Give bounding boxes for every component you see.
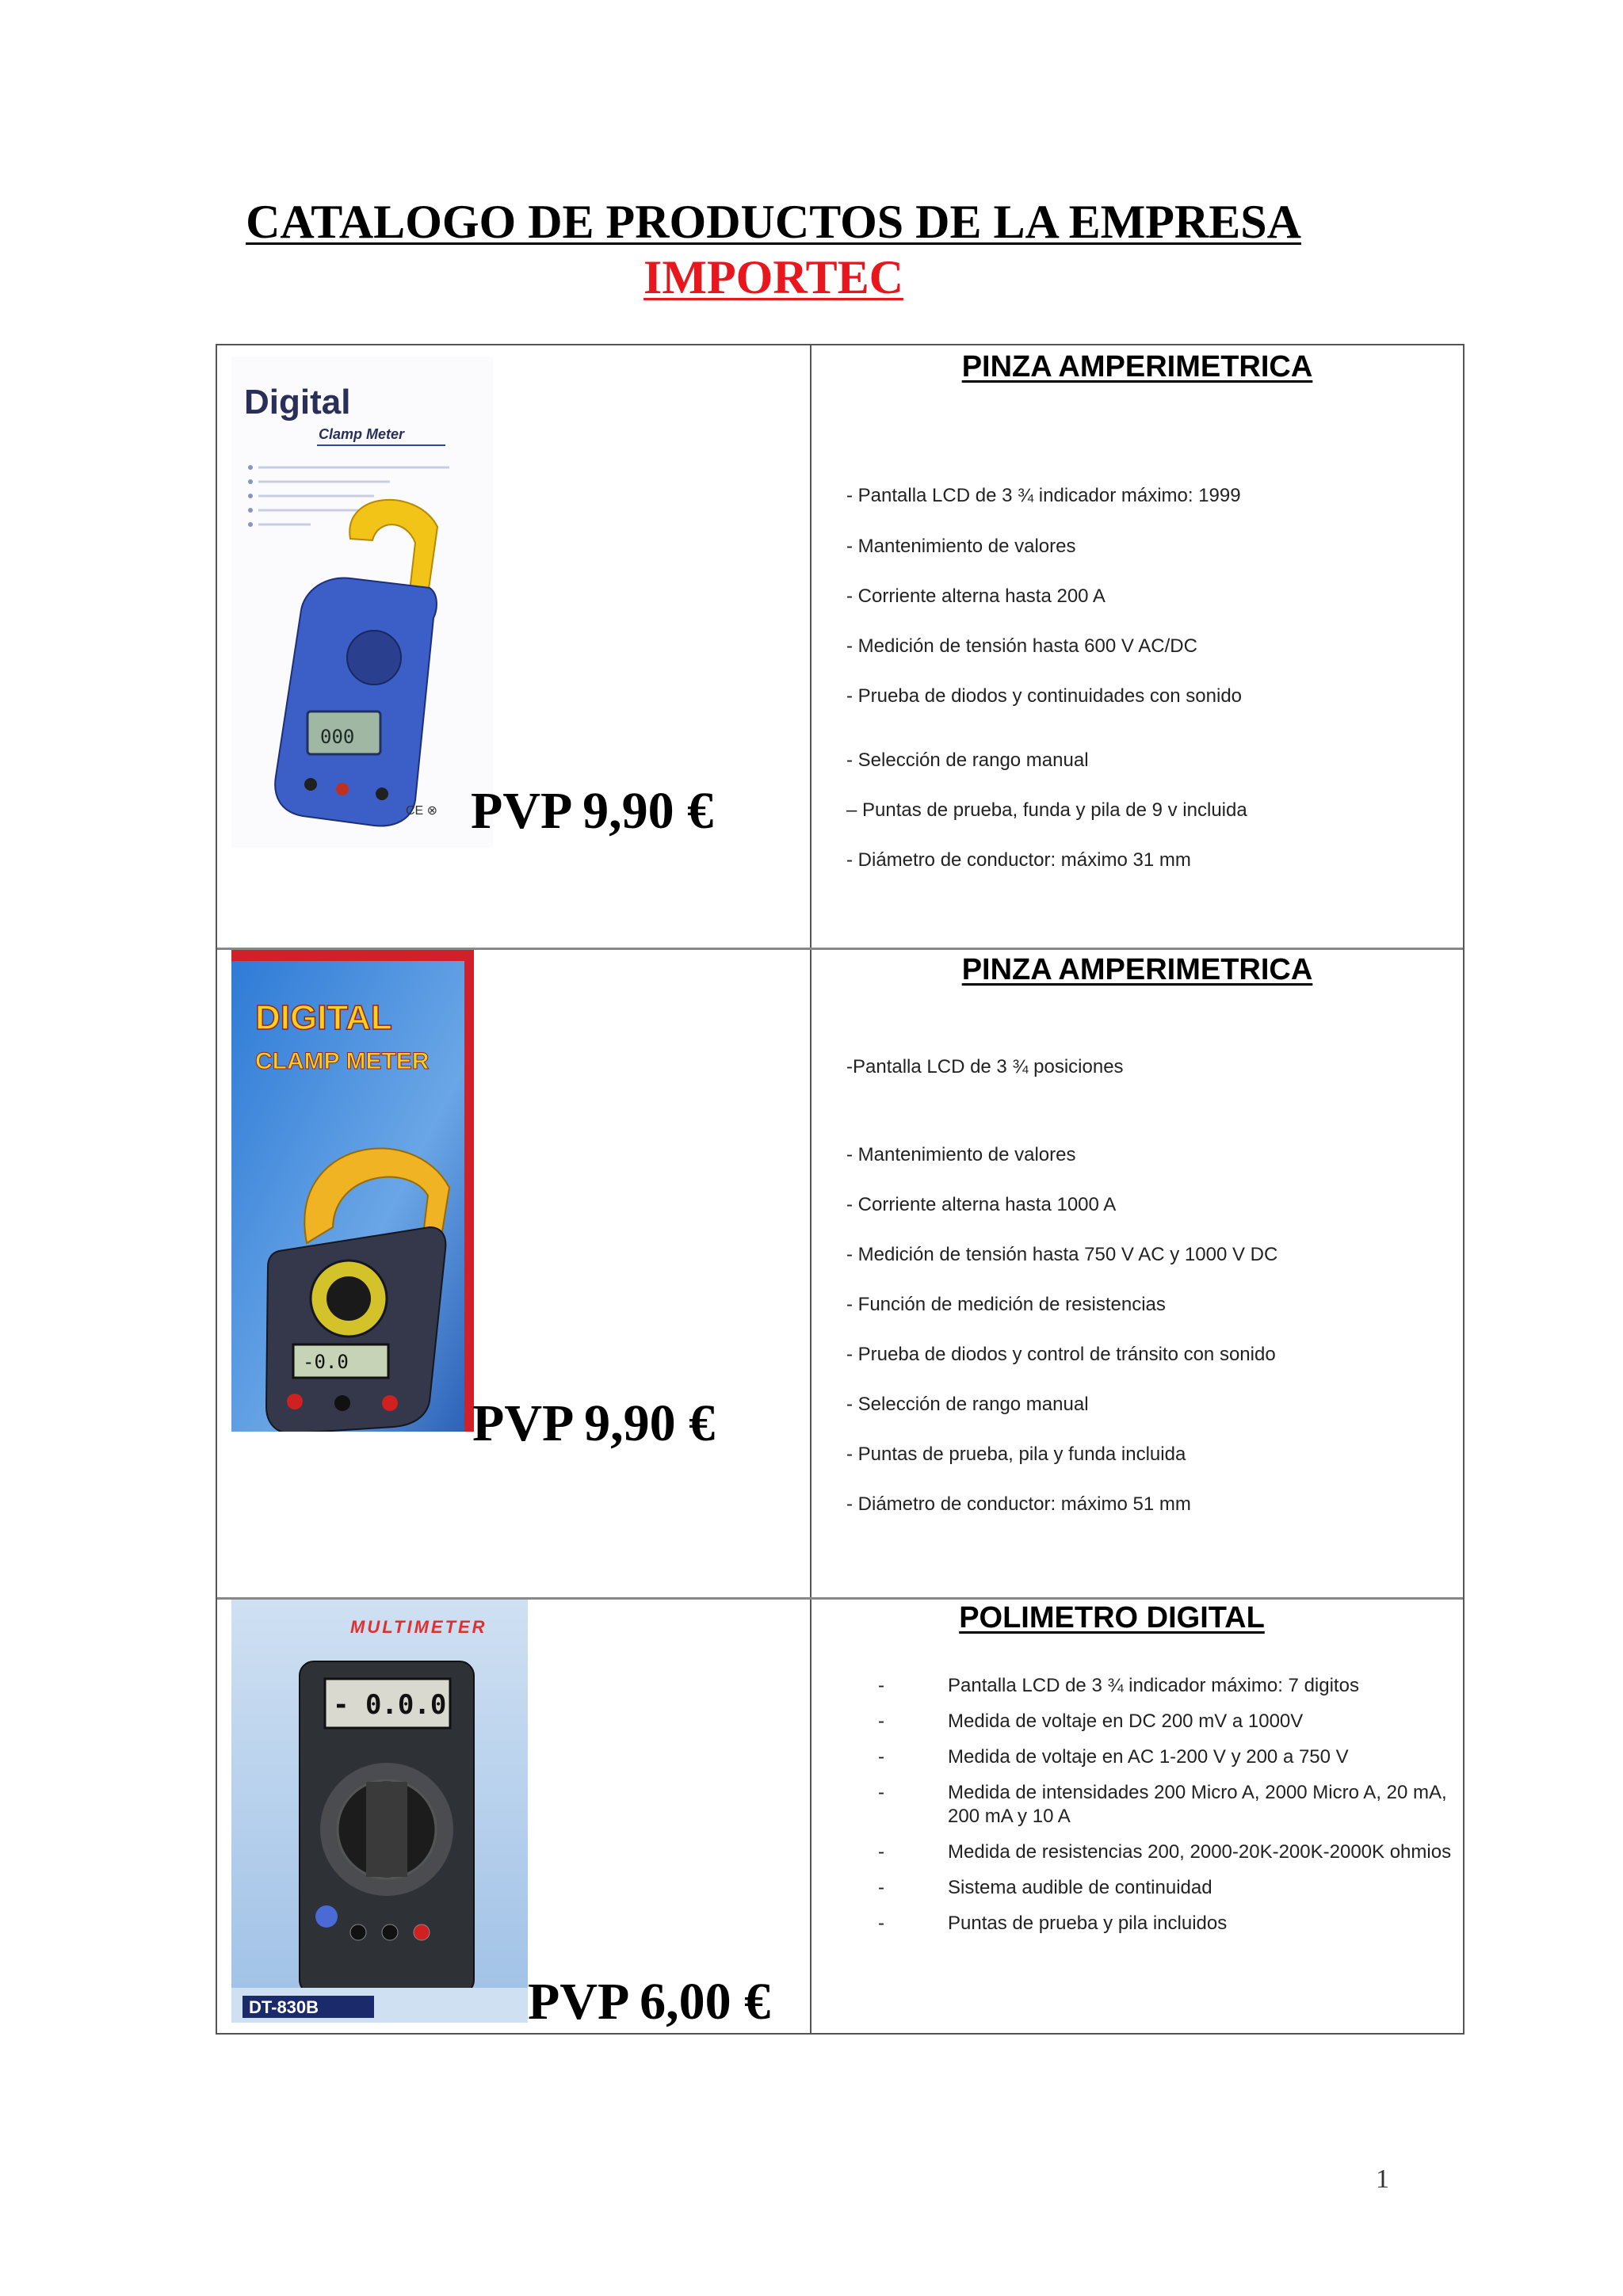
product-name: PINZA AMPERIMETRICA: [961, 953, 1313, 986]
list-item: [878, 1912, 1480, 1936]
product-feature: Medida de voltaje en AC 1-200 V y 200 a 750 V: [948, 1746, 1349, 1768]
product-feature: - Corriente alterna hasta 200 A: [846, 585, 1106, 607]
ce-mark: CE ⊗: [406, 804, 438, 818]
product-image-cell: [217, 950, 810, 1597]
product-feature: - Medición de tensión hasta 750 V AC y 1000 V DC: [846, 1244, 1278, 1265]
model-label: DT-830B: [249, 1997, 319, 2017]
product-feature: -Pantalla LCD de 3 ¾ posiciones: [846, 1056, 1124, 1077]
product-feature: - Pantalla LCD de 3 ¾ indicador máximo: 1999: [846, 485, 1241, 506]
meter-display-text: -0.0: [303, 1351, 349, 1373]
page-number: 1: [1376, 2164, 1389, 2194]
bullet-dash-icon: -: [878, 1913, 884, 1934]
product-info-cell: [812, 1600, 1463, 2035]
product-price: PVP 9,90 €: [471, 782, 714, 840]
box-brand-text: DIGITAL: [255, 998, 392, 1037]
list-item: [878, 1876, 1480, 1900]
bullet-dash-icon: -: [878, 1675, 884, 1696]
list-item: [878, 1781, 1480, 1829]
box-brand-text: MULTIMETER: [350, 1617, 487, 1637]
box-subtitle-text: Clamp Meter: [319, 426, 405, 442]
product-feature: - Puntas de prueba, pila y funda incluida: [846, 1444, 1186, 1465]
product-price: PVP 9,90 €: [472, 1394, 716, 1452]
meter-display-text: - 0.0.0: [333, 1689, 447, 1721]
product-row: [217, 1600, 1463, 2035]
company-name: IMPORTEC: [643, 251, 903, 303]
product-image-cell: [217, 1600, 810, 2035]
product-feature: - Diámetro de conductor: máximo 31 mm: [846, 849, 1191, 871]
product-feature: - Mantenimiento de valores: [846, 1144, 1076, 1165]
product-info-cell: [812, 345, 1463, 949]
clamp-meter-box-image: [231, 357, 493, 848]
product-feature: Pantalla LCD de 3 ¾ indicador máximo: 7 digitos: [948, 1675, 1359, 1696]
bullet-dash-icon: -: [878, 1746, 884, 1768]
catalog-title: CATALOGO DE PRODUCTOS DE LA EMPRESA: [246, 196, 1301, 248]
bullet-dash-icon: -: [878, 1877, 884, 1898]
product-feature: – Puntas de prueba, funda y pila de 9 v incluida: [846, 799, 1247, 821]
product-feature: - Selección de rango manual: [846, 1394, 1089, 1415]
feature-list: [878, 1674, 1480, 1947]
product-row: [217, 950, 1463, 1597]
bullet-dash-icon: -: [878, 1782, 884, 1803]
product-feature: - Corriente alterna hasta 1000 A: [846, 1194, 1117, 1215]
box-subtitle-text: CLAMP METER: [255, 1048, 430, 1074]
product-feature: - Prueba de diodos y continuidades con sonido: [846, 685, 1243, 707]
product-feature: Sistema audible de continuidad: [948, 1877, 1212, 1898]
product-feature: Medida de resistencias 200, 2000-20K-200K-2000K ohmios: [948, 1841, 1452, 1863]
list-item: [878, 1674, 1480, 1698]
product-table: [216, 344, 1465, 2035]
bullet-dash-icon: -: [878, 1711, 884, 1732]
product-feature: - Medición de tensión hasta 600 V AC/DC: [846, 635, 1197, 657]
product-feature: - Prueba de diodos y control de tránsito con sonido: [846, 1344, 1276, 1365]
product-price: PVP 6,00 €: [528, 1973, 771, 2031]
product-feature: - Diámetro de conductor: máximo 51 mm: [846, 1493, 1191, 1515]
svg-text:000: 000: [320, 726, 355, 748]
list-item: [878, 1745, 1480, 1769]
product-feature: Medida de intensidades 200 Micro A, 2000 Micro A, 20 mA, 200 mA y 10 A: [948, 1782, 1447, 1827]
list-item: [878, 1840, 1480, 1864]
product-feature: Puntas de prueba y pila incluidos: [948, 1913, 1228, 1934]
product-name: PINZA AMPERIMETRICA: [961, 350, 1313, 383]
list-item: [878, 1710, 1480, 1733]
product-info-cell: [812, 950, 1463, 1597]
product-image-cell: [217, 345, 810, 949]
bullet-dash-icon: -: [878, 1841, 884, 1863]
product-feature: Medida de voltaje en DC 200 mV a 1000V: [948, 1711, 1304, 1732]
product-name: POLIMETRO DIGITAL: [959, 1601, 1265, 1634]
product-feature: - Mantenimiento de valores: [846, 536, 1076, 557]
clamp-meter-box-image: [231, 950, 474, 1432]
multimeter-box-image: [231, 1600, 528, 2023]
product-row: [217, 345, 1463, 949]
product-feature: - Selección de rango manual: [846, 749, 1089, 771]
box-brand-text: Digital: [244, 383, 351, 421]
product-feature: - Función de medición de resistencias: [846, 1294, 1166, 1315]
